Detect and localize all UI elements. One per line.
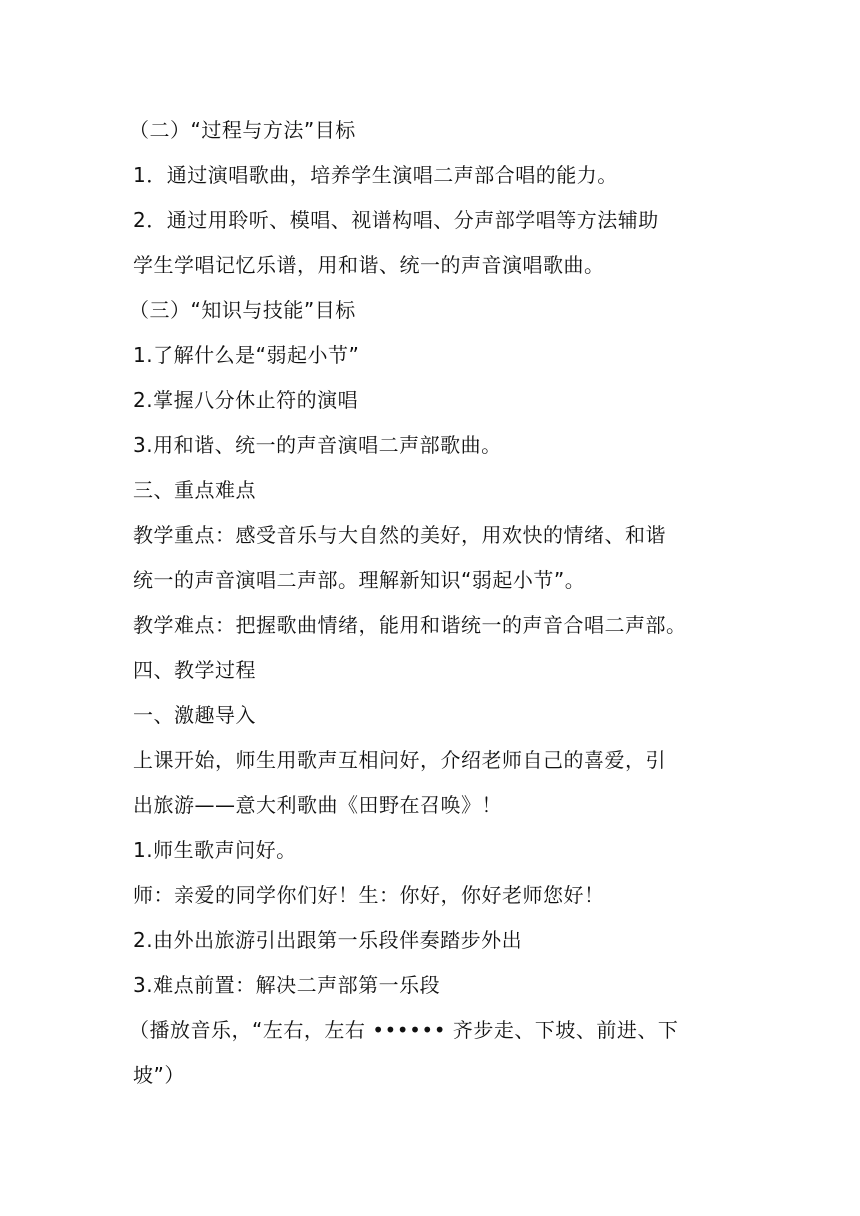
section-heading-process-method: （二）“过程与方法”目标 (129, 118, 356, 142)
music-instruction: （播放音乐，“左右，左右 •••••• 齐步走、下坡、前进、下 (129, 1018, 679, 1042)
goal-item-2-continued: 学生学唱记忆乐谱，用和谐、统一的声音演唱歌曲。 (133, 253, 605, 277)
section-heading-teaching-process: 四、教学过程 (133, 658, 256, 682)
knowledge-item-2: 2.掌握八分休止符的演唱 (133, 388, 359, 412)
introduction-paragraph-continued: 出旅游——意大利歌曲《田野在召唤》！ (133, 793, 502, 817)
subsection-heading-introduction: 一、激趣导入 (133, 703, 256, 727)
section-heading-knowledge-skill: （三）“知识与技能”目标 (129, 298, 356, 322)
knowledge-item-1: 1.了解什么是“弱起小节” (133, 343, 360, 367)
music-instruction-continued: 坡”） (133, 1063, 185, 1087)
section-heading-key-points: 三、重点难点 (133, 478, 256, 502)
introduction-paragraph: 上课开始，师生用歌声互相问好，介绍老师自己的喜爱，引 (133, 748, 666, 772)
process-step-2: 2.由外出旅游引出跟第一乐段伴奏踏步外出 (133, 928, 523, 952)
teaching-difficulty: 教学难点：把握歌曲情绪，能用和谐统一的声音合唱二声部。 (133, 613, 687, 637)
teaching-focus-continued: 统一的声音演唱二声部。理解新知识“弱起小节”。 (133, 568, 586, 592)
goal-item-2: 2．通过用聆听、模唱、视谱构唱、分声部学唱等方法辅助 (133, 208, 659, 232)
teaching-focus: 教学重点：感受音乐与大自然的美好，用欢快的情绪、和谐 (133, 523, 666, 547)
knowledge-item-3: 3.用和谐、统一的声音演唱二声部歌曲。 (133, 433, 502, 457)
process-step-1: 1.师生歌声问好。 (133, 838, 297, 862)
dialogue-line: 师：亲爱的同学你们好！生：你好，你好老师您好！ (133, 883, 605, 907)
goal-item-1: 1．通过演唱歌曲，培养学生演唱二声部合唱的能力。 (133, 163, 618, 187)
document-body (129, 108, 733, 1098)
process-step-3: 3.难点前置：解决二声部第一乐段 (133, 973, 441, 997)
